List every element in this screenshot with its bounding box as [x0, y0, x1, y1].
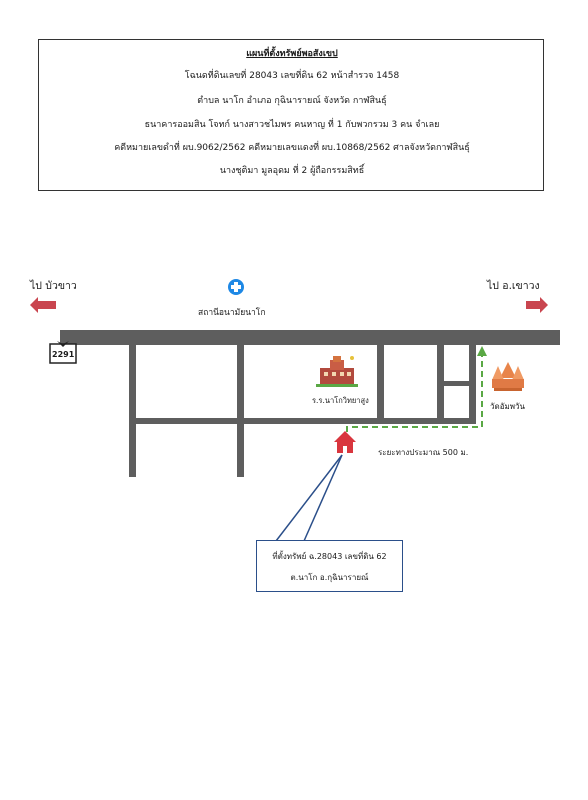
health-station-label: สถานีอนามัยนาโก — [198, 308, 266, 318]
property-info-box — [256, 540, 403, 592]
side-road-1 — [129, 345, 136, 477]
left-direction-label: ไป บัวขาว — [30, 280, 77, 292]
side-road-5 — [469, 345, 476, 423]
owner-line: นางชุติมา มูลอุดม ที่ 2 ผู้ถือกรรมสิทธิ์ — [219, 166, 365, 176]
right-direction-label: ไป อ.เขาวง — [487, 280, 540, 292]
main-highway — [60, 330, 560, 345]
distance-label: ระยะทางประมาณ 500 ม. — [378, 448, 469, 457]
temple-label: วัดอัมพวัน — [490, 402, 525, 411]
cross-road — [136, 418, 476, 424]
parties-line: ธนาคารออมสิน โจทก์ นางสาวชไมพร คนหาญ ที่ 1 กับพวกรวม 3 คน จำเลย — [144, 120, 440, 130]
deed-line: โฉนดที่ดินเลขที่ 28043 เลขที่ดิน 62 หน้าสำรวจ 1458 — [184, 71, 400, 81]
side-road-3 — [377, 345, 384, 423]
house-icon — [334, 431, 356, 453]
temple-icon — [492, 362, 524, 391]
school-building-icon — [316, 356, 358, 387]
map-title: แผนที่ตั้งทรัพย์พอสังเขป — [246, 49, 338, 59]
school-label: ร.ร.นาโกวิทยาสูง — [312, 396, 369, 405]
short-connector — [444, 381, 469, 386]
left-arrow-icon — [30, 297, 56, 313]
road-number: 2291 — [52, 350, 75, 359]
property-info-line2: ต.นาโก อ.กุฉินารายณ์ — [290, 573, 369, 582]
location-line: ตำบล นาโก อำเภอ กุฉินารายณ์ จังหวัด กาฬสินธุ์ — [197, 96, 387, 106]
property-info-line1: ที่ตั้งทรัพย์ ฉ.28043 เลขที่ดิน 62 — [272, 552, 387, 561]
right-arrow-icon — [526, 297, 548, 313]
case-line: คดีหมายเลขดำที่ ผบ.9062/2562 คดีหมายเลขแดงที่ ผบ.10868/2562 ศาลจังหวัดกาฬสินธุ์ — [114, 143, 470, 153]
route-arrow-icon — [477, 346, 487, 356]
side-road-2 — [237, 345, 244, 477]
side-road-4 — [437, 345, 444, 423]
